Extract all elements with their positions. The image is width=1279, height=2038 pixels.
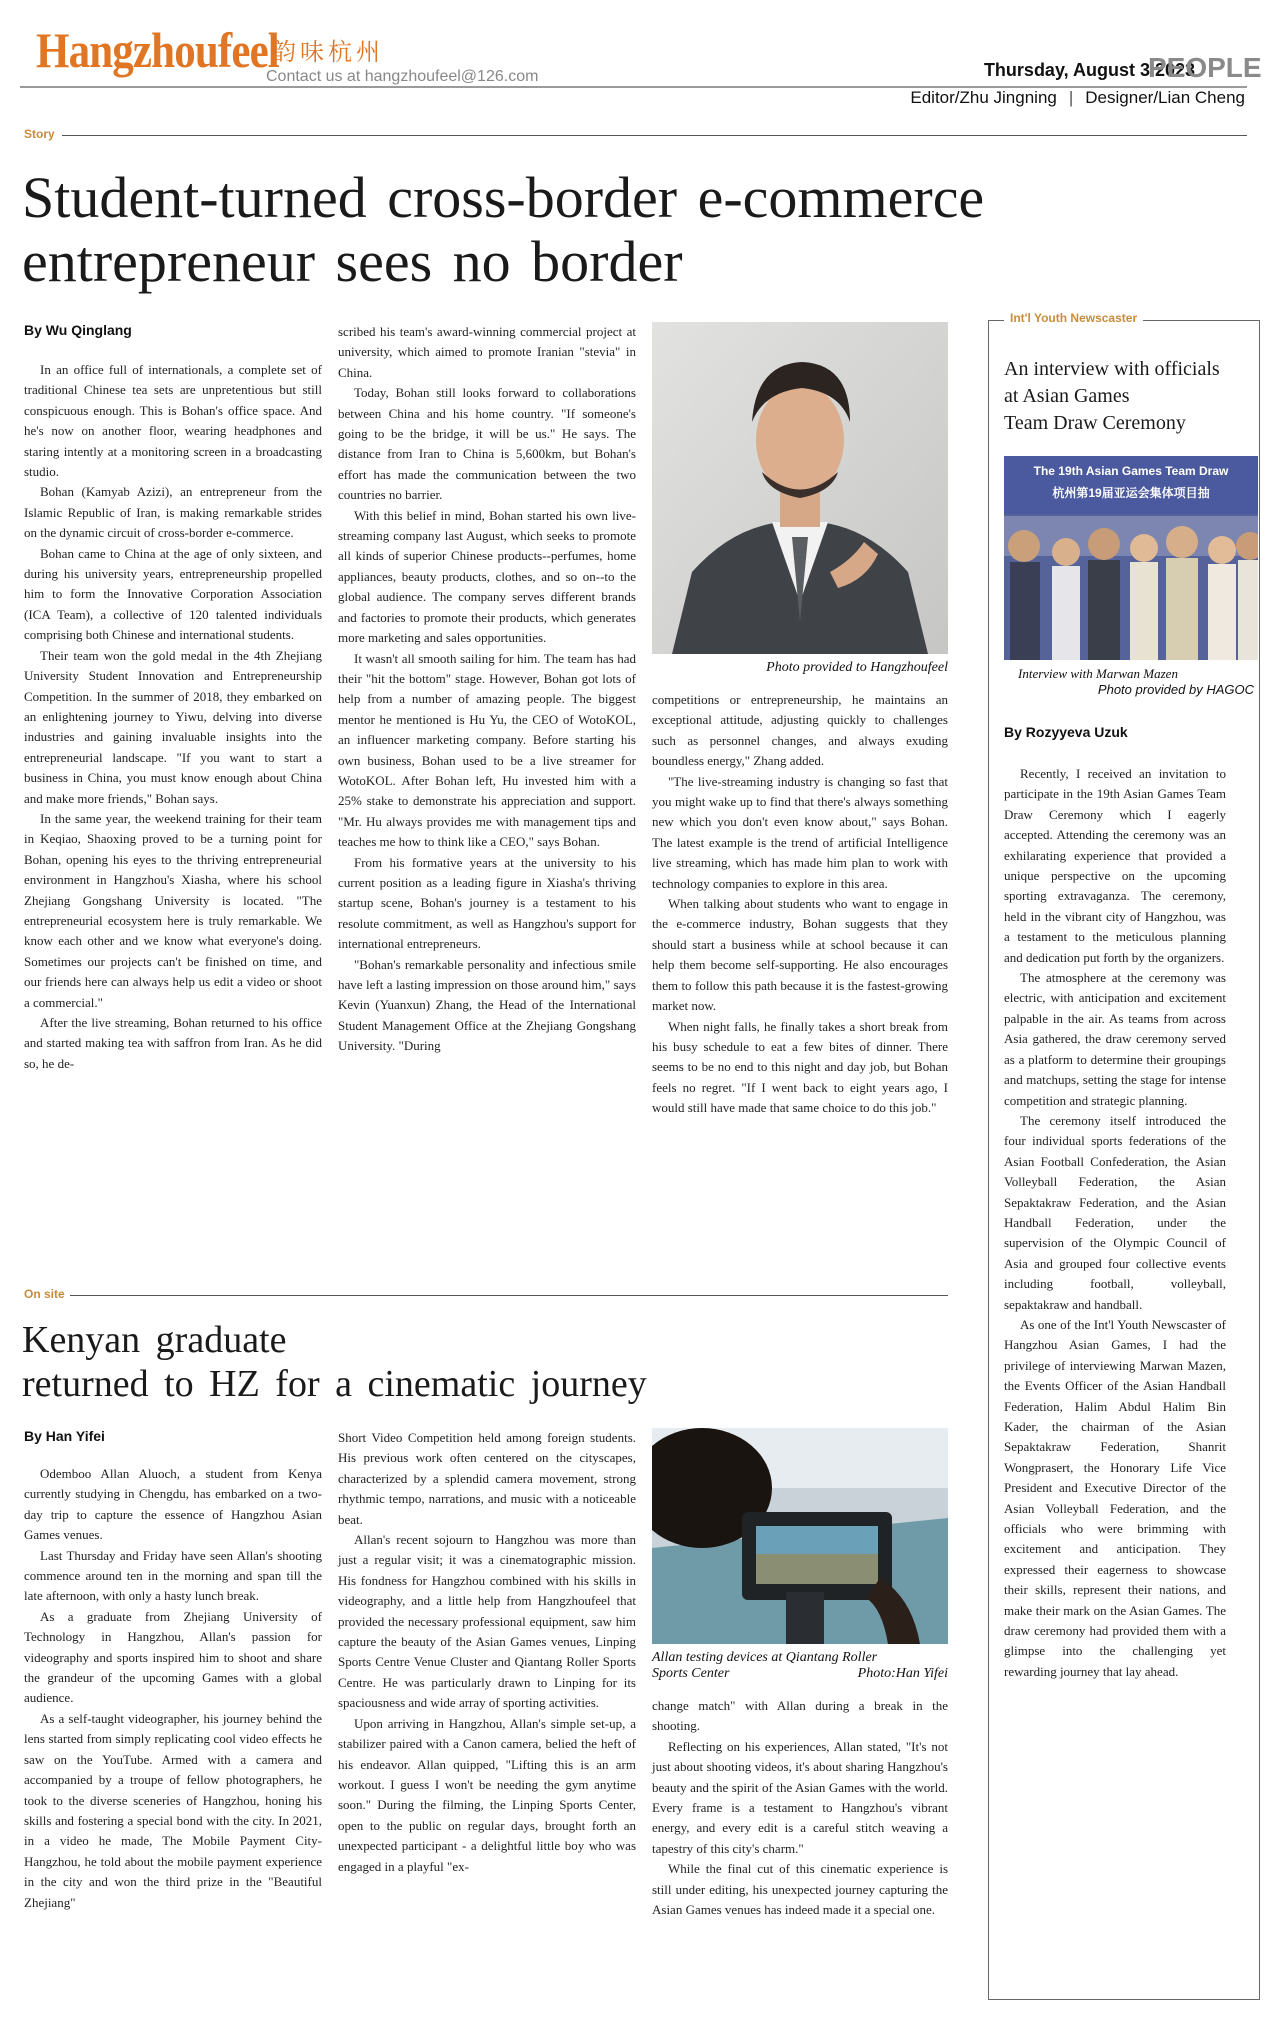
paragraph: When night falls, he finally takes a short break from his busy schedule to eat a few bites of dinner. There seems to be no end to this night and day job, but Bohan feels no regret. "If I went back to eight years ago, I would still have made that same choice to do this job." xyxy=(652,1018,948,1116)
story2-photo-caption xyxy=(652,1650,948,1682)
story2-column-1 xyxy=(24,1464,322,1913)
story2-byline: By Han Yifei xyxy=(24,1428,105,1444)
sidebar-article-body xyxy=(1004,764,1226,1682)
paragraph: As one of the Int'l Youth Newscaster of Hangzhou Asian Games, I had the privilege of interviewing Marwan Mazen, the Events Officer of the Asian Handball Federation, Halim Abdul Halim Bin Kader, the chairman of the Asian Sepaktakraw Federation, Shanrit Wongprasert, the Honorary Life Vice President and Executive Director of the Asian Volleyball Federation, and the officials who were brimming with excitement and anticipation. They expressed their eagerness to showcase their skills, represent their nations, and make their mark on the Asian Games. The draw ceremony had provided them with a glimpse into the challenging yet rewarding journey that lay ahead. xyxy=(1004,1316,1226,1679)
masthead-logo-chinese: 韵味杭州 xyxy=(272,40,384,66)
story2-column-2 xyxy=(338,1428,636,1877)
story1-headline xyxy=(22,166,984,294)
paragraph: Today, Bohan still looks forward to collaborations between China and his home country. "If someone's going to be the bridge, it will be us." He says. The distance from Iran to China is 5,600km, but Bohan's effort has made the communication between the two countries no barrier. xyxy=(338,385,636,503)
masthead-contact: Contact us at hangzhoufeel@126.com xyxy=(266,68,539,85)
credit-separator: | xyxy=(1068,88,1074,107)
sidebar-headline xyxy=(1004,356,1254,437)
story1-column-2 xyxy=(338,322,636,1057)
story-tag-rule xyxy=(62,135,1247,136)
section-title: PEOPLE xyxy=(1148,52,1262,83)
allan-filming-photo xyxy=(652,1428,948,1644)
sidebar-headline-line2: at Asian Games xyxy=(1004,385,1130,407)
story2-headline-line2: returned to HZ for a cinematic journey xyxy=(22,1363,647,1405)
story1-column-3 xyxy=(652,690,948,1119)
onsite-tag: On site xyxy=(24,1287,65,1301)
story1-byline: By Wu Qinglang xyxy=(24,322,132,338)
paragraph: After the live streaming, Bohan returned to his office and started making tea with saffron from Iran. As he did so, he de- xyxy=(24,1015,322,1071)
onsite-tag-rule xyxy=(70,1295,948,1296)
paragraph: As a self-taught videographer, his journey behind the lens started from simply replicating cool video effects he saw on the YouTube. Armed with a camera and accompanied by a troupe of fellow photographers, he took to the diverse sceneries of Hangzhou, honing his skills and fostering a special bond with the city. In 2021, in a video he made, The Mobile Payment City-Hangzhou, he told about the mobile payment experience in the city and won the third prize in the "Beautiful Zhejiang" xyxy=(24,1710,322,1910)
masthead-date: Thursday, August 3 2023 xyxy=(983,60,1195,80)
story1-headline-line2: entrepreneur sees no border xyxy=(22,229,683,294)
paragraph: competitions or entrepreneurship, he maintains an exceptional attitude, adjusting quickly to challenges such as personnel changes, and always exuding boundless energy," Zhang added. xyxy=(652,692,948,769)
paragraph: Bohan (Kamyab Azizi), an entrepreneur from the Islamic Republic of Iran, is making remarkable strides on the dynamic circuit of cross-border e-commerce. xyxy=(24,484,322,541)
story2-headline-line1: Kenyan graduate xyxy=(22,1319,287,1361)
caption-line-2 xyxy=(652,1666,948,1682)
story1-photo-caption: Photo provided to Hangzhoufeel xyxy=(766,660,948,675)
sidebar-photo-credit: Photo provided by HAGOC xyxy=(1097,682,1254,697)
story2-column-3 xyxy=(652,1696,948,1920)
caption-credit: Photo:Han Yifei xyxy=(857,1666,948,1681)
paragraph: "The live-streaming industry is changing so fast that you might wake up to find that there's always something new which you don't even know about," says Bohan. The latest example is the trend of artificial Intelligence live streaming, which has made him plan to work with technology companies to explore in this area. xyxy=(652,773,948,891)
paragraph: It wasn't all smooth sailing for him. The team has had their "hit the bottom" stage. However, Bohan got lots of help from a number of amazing people. The biggest mentor he mentioned is Hu Yu, the CEO of WotoKOL, an influencer marketing company. Before starting his own business, Bohan used to be a live streamer for WotoKOL. After Bohan left, Hu invested him with a 25% stake to demonstrate his appreciation and support. "Mr. Hu always provides me with management tips and teaches me how to think like a CEO," says Bohan. xyxy=(338,650,636,850)
paragraph: As a graduate from Zhejiang University of Technology in Hangzhou, Allan's passion for videography and sports inspired him to shoot and share the grandeur of the upcoming Games with a global audience. xyxy=(24,1608,322,1706)
paragraph: When talking about students who want to engage in the e-commerce industry, Bohan suggests that they should start a business while at school because it can help them become self-supporting. He also encourages them to follow this path because it is the fastest-growing market now. xyxy=(652,896,948,1014)
editor-credit: Editor/Zhu Jingning xyxy=(910,88,1057,107)
paragraph: With this belief in mind, Bohan started his own live-streaming company last August, which seeks to promote all kinds of superior Chinese products--perfumes, home appliances, beauty products, clothes, and so on--to the global audience. The company serves different brands and factories to promote their products, which generates more marketing and sales opportunities. xyxy=(338,507,636,646)
paragraph: "Bohan's remarkable personality and infectious smile have left a lasting impression on those around him," says Kevin (Yuanxun) Zhang, the Head of the International Student Management Office at the Zhejiang Gongshang University. "During xyxy=(338,956,636,1054)
banner-text-chinese: 杭州第19届亚运会集体项目抽 xyxy=(1052,486,1210,500)
portrait-illustration xyxy=(652,322,948,654)
paragraph: Reflecting on his experiences, Allan stated, "It's not just about shooting videos, it's about sharing Hangzhou's beauty and the spirit of the Asian Games with the world. Every frame is a testament to Hangzhou's vibrant energy, and every edit is a careful stitch weaving a tapestry of this city's charm." xyxy=(652,1738,948,1856)
paragraph: While the final cut of this cinematic experience is still under editing, his unexpected journey capturing the Asian Games venues has indeed made it a special one. xyxy=(652,1861,948,1918)
camera-illustration xyxy=(652,1428,948,1644)
sidebar-photo-caption xyxy=(1004,666,1254,697)
caption-line-1: Allan testing devices at Qiantang Roller xyxy=(652,1650,878,1665)
paragraph: change match" with Allan during a break in the shooting. xyxy=(652,1698,948,1734)
sidebar-byline: By Rozyyeva Uzuk xyxy=(1004,724,1128,740)
story2-headline xyxy=(22,1318,647,1406)
paragraph: Their team won the gold medal in the 4th Zhejiang University Student Innovation and Entrepreneurship Competition. In the summer of 2018, they embarked on an enlightening journey to Yiwu, delving into diverse industries and gaining invaluable insights into the entrepreneurial landscape. "If you want to start a business in China, you must know enough about China and make more friends," Bohan says. xyxy=(24,647,322,806)
paragraph: Last Thursday and Friday have seen Allan's shooting commence around ten in the morning and span till the late afternoon, with only a hasty lunch break. xyxy=(24,1547,322,1604)
paragraph: Bohan came to China at the age of only sixteen, and during his university years, entrepreneurship propelled him to form the Innovative Corporation Association (ICA Team), a collective of 120 talented individuals comprising both Chinese and international students. xyxy=(24,545,322,643)
paragraph: The atmosphere at the ceremony was electric, with anticipation and excitement palpable in the air. As teams from across Asia gathered, the draw ceremony served as a platform to determine their groupings and matchups, setting the stage for intense competition and strategic planning. xyxy=(1004,970,1226,1108)
masthead-logo: Hangzhoufeel xyxy=(36,22,279,78)
sidebar-headline-line1: An interview with officials xyxy=(1004,358,1220,380)
story-tag: Story xyxy=(24,127,55,141)
sidebar-caption-line: Interview with Marwan Mazen xyxy=(1018,666,1178,681)
masthead-credits xyxy=(910,88,1245,108)
sidebar-tag: Int'l Youth Newscaster xyxy=(1004,311,1143,325)
banner-text-english: The 19th Asian Games Team Draw xyxy=(1033,464,1229,478)
paragraph: Short Video Competition held among foreign students. His previous work often centered on the cityscapes, characterized by a splendid camera movement, strong rhythmic tempo, narrations, and music with a noticeable beat. xyxy=(338,1430,636,1527)
sidebar-headline-line3: Team Draw Ceremony xyxy=(1004,412,1186,434)
paragraph: The ceremony itself introduced the four individual sports federations of the Asian Football Confederation, the Asian Volleyball Federation, the Asian Sepaktakraw Federation, and the Asian Handball Federation, under the supervision of the Olympic Council of Asia and grouped four collective events including football, volleyball, sepaktakraw and handball. xyxy=(1004,1112,1226,1312)
story1-headline-line1: Student-turned cross-border e-commerce xyxy=(22,165,985,230)
designer-credit: Designer/Lian Cheng xyxy=(1085,88,1245,107)
paragraph: In the same year, the weekend training for their team in Keqiao, Shaoxing proved to be a turning point for Bohan, opening his eyes to the thriving entrepreneurial environment in Hangzhou's Xiasha, where his school Zhejiang Gongshang University is located. "The entrepreneurial ecosystem here is truly remarkable. We know each other and we know what everyone's doing. Sometimes our projects can't be finished on time, and our friends here can always help us edit a video or shoot a commercial." xyxy=(24,810,322,1010)
paragraph: In an office full of internationals, a complete set of traditional Chinese tea sets are unpretentious but still conspicuous enough. This is Bohan's office space. And he's now on another floor, wearing headphones and staring intently at a monitoring screen in a broadcasting studio. xyxy=(24,362,322,480)
paragraph: Recently, I received an invitation to participate in the 19th Asian Games Team Draw Ceremony which I eagerly accepted. Attending the ceremony was an exhilarating experience that provided a unique perspective on the upcoming sporting extravaganza. The ceremony, held in the vibrant city of Hangzhou, was a testament to the meticulous planning and dedication put forth by the organizers. xyxy=(1004,766,1226,965)
paragraph: Odemboo Allan Aluoch, a student from Kenya currently studying in Chengdu, has embarked on a two-day trip to capture the essence of Hangzhou Asian Games venues. xyxy=(24,1466,322,1543)
caption-location: Sports Center xyxy=(652,1666,730,1681)
story1-column-1 xyxy=(24,360,322,1074)
paragraph: Allan's recent sojourn to Hangzhou was more than just a regular visit; it was a cinematographic mission. His fondness for Hangzhou combined with his skills in videography, and a little help from Hangzhoufeel that provided the necessary professional equipment, saw him capture the beauty of the Asian Games venues, Linping Sports Centre Venue Cluster and Qiantang Roller Sports Centre. He was particularly drawn to Linping for its spaciousness and wide array of sporting activities. xyxy=(338,1532,636,1711)
paragraph: From his formative years at the university to his current position as a leading figure in Xiasha's thriving startup scene, Bohan's journey is a testament to his resolute commitment, as well as Hangzhou's support for international entrepreneurs. xyxy=(338,854,636,952)
paragraph: Upon arriving in Hangzhou, Allan's simple set-up, a stabilizer paired with a Canon camera, belied the heft of his endeavor. Allan quipped, "Lifting this is an arm workout. I guess I won't be needing the gym anytime soon." During the filming, the Linping Sports Center, open to the public on regular days, brought forth an unexpected participant - a delightful little boy who was engaged in a playful "ex- xyxy=(338,1715,636,1874)
draw-ceremony-photo xyxy=(1004,456,1258,660)
bohan-portrait-photo xyxy=(652,322,948,654)
paragraph: scribed his team's award-winning commercial project at university, which aimed to promote Iranian "stevia" in China. xyxy=(338,324,636,380)
